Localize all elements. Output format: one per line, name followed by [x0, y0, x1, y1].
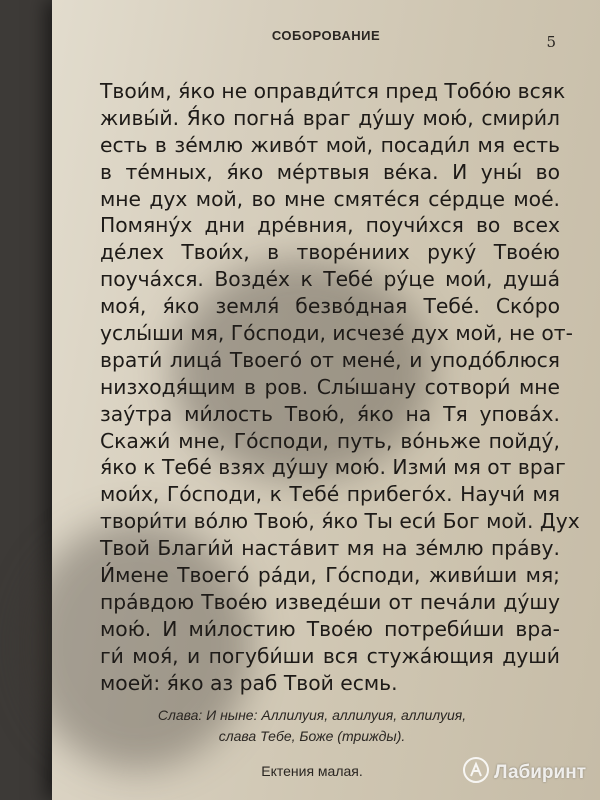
prayer-text — [100, 78, 580, 696]
text-line: де́лех Твои́х, в творе́ниих руку́ Твое́ю — [100, 240, 560, 265]
text-line: есть в зе́млю живо́т мой, посади́л мя есть — [100, 132, 560, 157]
text-line: моя́, я́ко земля́ безво́дная Тебе́. Ско́ро — [100, 294, 560, 319]
text-line: зау́тра ми́лость Твою́, я́ко на Тя упова́х. — [100, 401, 560, 426]
text-line: ги́ моя́, и погуби́ши вся стужа́ющия души́ — [100, 643, 560, 668]
page-number: 5 — [546, 33, 556, 51]
running-head: СОБОРОВАНИЕ — [271, 28, 381, 43]
text-line: я́ко к Тебе́ взях ду́шу мою́. Изми́ мя от враг — [100, 455, 566, 480]
text-line: мою́. И ми́лостию Твое́ю потреби́ши вра- — [100, 616, 560, 641]
text-line: Твои́м, я́ко не оправди́тся пред Тобо́ю всяк — [100, 79, 566, 103]
text-line: поуча́хся. Возде́х к Тебе́ ру́це мои́, душа́ — [100, 267, 560, 292]
text-line: мои́х, Го́споди, к Тебе́ прибего́х. Научи́ мя — [100, 482, 560, 507]
labyrinth-logo-icon — [462, 756, 490, 790]
text-line: Твой Благи́й наста́вит мя на зе́млю пра́ву. — [100, 536, 560, 561]
watermark-text: Лабиринт — [494, 762, 586, 783]
litany-title: Ектения малая. — [261, 763, 363, 779]
text-line: Скажи́ мне, Го́споди, путь, во́ньже пойду́, — [100, 428, 560, 453]
book-page — [52, 0, 600, 800]
rubric — [52, 705, 572, 747]
text-line: мне дух мой, во мне смяте́ся се́рдце мое́. — [100, 186, 560, 211]
text-line: врати́ лица́ Твоего́ от мене́, и уподо́блюся — [100, 347, 560, 372]
watermark — [462, 756, 586, 790]
text-line: низходя́щим в ров. Слы́шану сотвори́ мне — [100, 374, 560, 399]
text-line: живы́й. Я́ко погна́ враг ду́шу мою́, смири́л — [100, 105, 560, 130]
text-line: моей: я́ко аз раб Твой есмь. — [100, 670, 398, 695]
rubric-line: слава Тебе, Боже (трижды). — [218, 728, 406, 744]
text-line: пра́вдою Твое́ю изведе́ши от печа́ли ду́шу — [100, 589, 560, 614]
text-line: услы́ши мя, Го́споди, исчезе́ дух мой, не от- — [100, 321, 573, 346]
rubric-line: Слава: И ныне: Аллилуия, аллилуия, аллилуия, — [157, 707, 467, 723]
text-line: твори́ти во́лю Твою́, я́ко Ты еси́ Бог мой. Дух — [100, 509, 580, 534]
text-line: И́мене Твоего́ ра́ди, Го́споди, живи́ши мя; — [100, 563, 560, 588]
text-line: в те́мных, я́ко ме́ртвыя ве́ка. И уны́ во — [100, 159, 560, 184]
text-line: Помяну́х дни дре́вния, поучи́хся во всех — [100, 213, 560, 238]
